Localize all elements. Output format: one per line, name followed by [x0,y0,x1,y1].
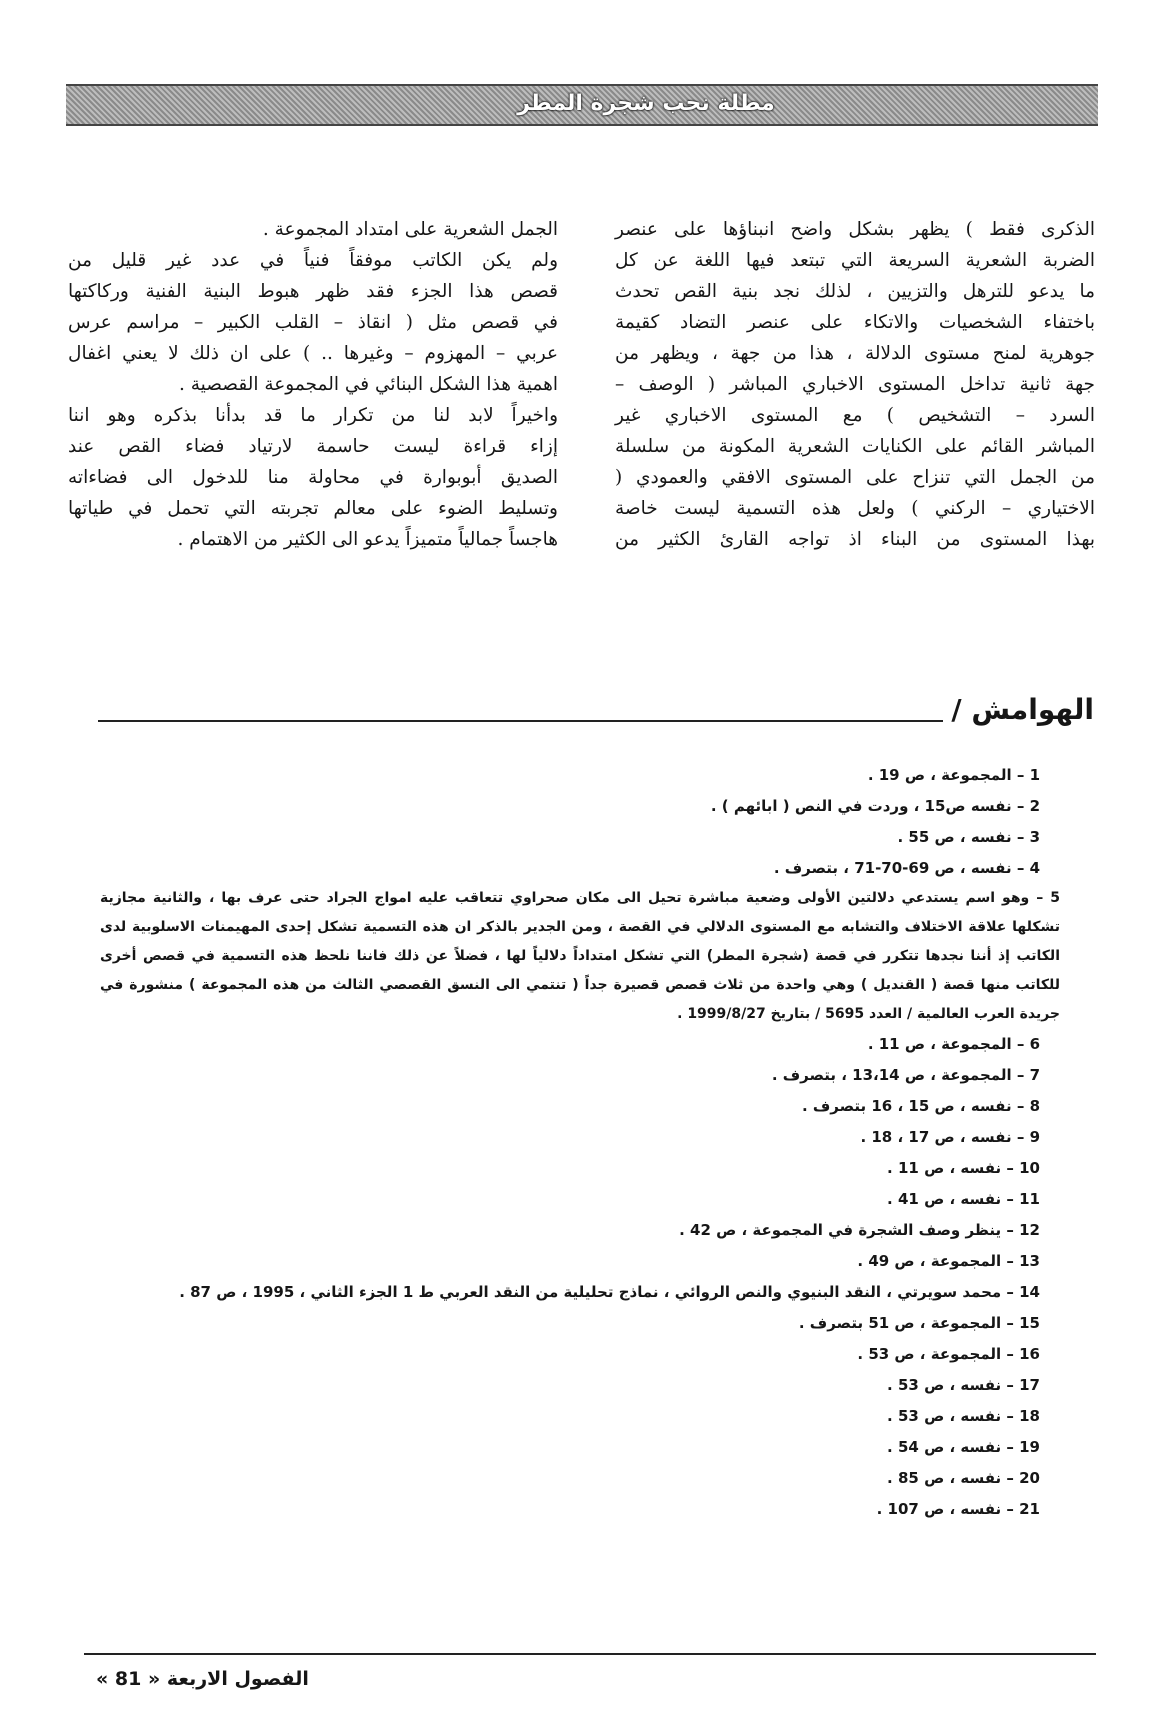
footnotes-list [100,760,1060,1525]
footnote-item: 10 – نفسه ، ص 11 . [887,1159,1040,1177]
footer-journal-page: الفصول الاربعة « 81 » [96,1668,309,1690]
running-header-title: مطلة نحب شجرة المطر [517,91,775,116]
body-line: اهمية هذا الشكل البنائي في المجموعة القصصية . [178,374,558,395]
body-line: الصديق أبوبوارة في محاولة منا للدخول الى فضاءاته [68,467,558,488]
body-line: في قصص مثل ( انقاذ – القلب الكبير – مراسم عرس [68,312,558,333]
running-header-band [66,84,1098,126]
body-line: السرد – التشخيص ) مع المستوى الاخباري غير [615,405,1095,426]
footnote-item: 18 – نفسه ، ص 53 . [887,1407,1040,1425]
footnote-item: 20 – نفسه ، ص 85 . [887,1469,1040,1487]
body-line: إزاء قراءة ليست حاسمة لارتياد فضاء القص عند [68,436,558,457]
footnote-item: 21 – نفسه ، ص 107 . [876,1500,1040,1518]
footnote-item: 9 – نفسه ، ص 17 ، 18 . [860,1128,1040,1146]
footnote-long-line: للكاتب منها قصة ( القنديل ) وهي واحدة من ثلاث قصص قصيرة جداً ( تنتمي الى النسق القصصي الثالث من هذه المجموعة ) منشورة في [100,977,1060,993]
notes-heading: الهوامش / [951,693,1094,726]
footnote-item: 8 – نفسه ، ص 15 ، 16 بتصرف . [801,1097,1040,1115]
body-line: باختفاء الشخصيات والاتكاء على عنصر التضاد كقيمة [615,312,1095,333]
footnote-item: 2 – نفسه ص15 ، وردت في النص ( ابائهم ) . [710,797,1040,815]
body-line: هاجساً جمالياً متميزاً يدعو الى الكثير من الاهتمام . [177,529,558,550]
footnote-item: 11 – نفسه ، ص 41 . [887,1190,1040,1208]
body-line: ولم يكن الكاتب موفقاً فنياً في عدد غير قليل من [68,250,558,271]
footnote-long-line: جريدة العرب العالمية / العدد 5695 / بتاريخ 1999/8/27 . [677,1006,1060,1022]
footnote-long-line: 5 – وهو اسم يستدعي دلالتين الأولى وضعية مباشرة تحيل الى مكان صحراوي تتعاقب عليه امواج الجراد حتى عرف بها ، والثانية مجازية [100,890,1060,906]
notes-heading-row [98,690,1094,730]
footnote-item: 13 – المجموعة ، ص 49 . [857,1252,1040,1270]
body-line: بهذا المستوى من البناء اذ تواجه القارئ الكثير من [615,529,1095,550]
body-column-left [68,214,558,555]
footnote-long-line: الكاتب إذ أننا نجدها تتكرر في قصة (شجرة المطر) التي تشكل امتداداً دلالياً لها ، فضلاً عن ذلك فاننا نلحظ هذه التسمية في قصص أخرى [100,948,1060,964]
footnote-long-line: تشكلها علاقة الاختلاف والتشابه مع المستوى الدلالي في القصة ، ومن الجدير بالذكر ان هذه التسمية تشكل إحدى المهيمنات الاسلوبية لدى [100,919,1060,935]
body-line: المباشر القائم على الكنايات الشعرية المكونة من سلسلة [615,436,1095,457]
body-line: الجمل الشعرية على امتداد المجموعة . [262,219,558,240]
footnote-item: 19 – نفسه ، ص 54 . [887,1438,1040,1456]
body-line: الذكرى فقط ) يظهر بشكل واضح انبناؤها على عنصر [615,219,1095,240]
body-line: ما يدعو للترهل والتزيين ، لذلك نجد بنية القص تحدث [615,281,1095,302]
body-line: من الجمل التي تنزاح على المستوى الافقي والعمودي ( [615,467,1095,488]
body-line: وتسليط الضوء على معالم تجربته التي تحمل في طياتها [68,498,558,519]
footer-divider [84,1653,1096,1655]
body-line: جوهرية لمنح مستوى الدلالة ، هذا من جهة ، ويظهر من [615,343,1095,364]
notes-divider [98,720,943,722]
body-line: عربي – المهزوم – وغيرها .. ) على ان ذلك لا يعني اغفال [68,343,558,364]
footnote-item: 1 – المجموعة ، ص 19 . [867,766,1040,784]
footnote-item: 4 – نفسه ، ص 69-70-71 ، بتصرف . [773,859,1040,877]
footnote-item: 6 – المجموعة ، ص 11 . [867,1035,1040,1053]
footnote-item: 12 – ينظر وصف الشجرة في المجموعة ، ص 42 . [679,1221,1040,1239]
body-column-right [615,214,1095,555]
footnote-item: 14 – محمد سويرتي ، النقد البنيوي والنص الروائي ، نماذج تحليلية من النقد العربي ط 1 الجزء الثاني ، 1995 ، ص 87 . [179,1283,1040,1301]
body-line: قصص هذا الجزء فقد ظهر هبوط البنية الفنية وركاكتها [68,281,558,302]
footnote-item: 7 – المجموعة ، ص 13،14 ، بتصرف . [771,1066,1040,1084]
body-line: الاختياري – الركني ) ولعل هذه التسمية ليست خاصة [615,498,1095,519]
footnote-item: 3 – نفسه ، ص 55 . [897,828,1040,846]
footnote-item: 15 – المجموعة ، ص 51 بتصرف . [798,1314,1040,1332]
body-line: واخيراً لابد لنا من تكرار ما قد بدأنا بذكره وهو اننا [68,405,558,426]
footnote-item: 16 – المجموعة ، ص 53 . [857,1345,1040,1363]
body-line: الضربة الشعرية السريعة التي تبتعد فيها اللغة عن كل [615,250,1095,271]
body-line: جهة ثانية تداخل المستوى الاخباري المباشر ( الوصف – [615,374,1095,395]
footnote-item: 17 – نفسه ، ص 53 . [887,1376,1040,1394]
